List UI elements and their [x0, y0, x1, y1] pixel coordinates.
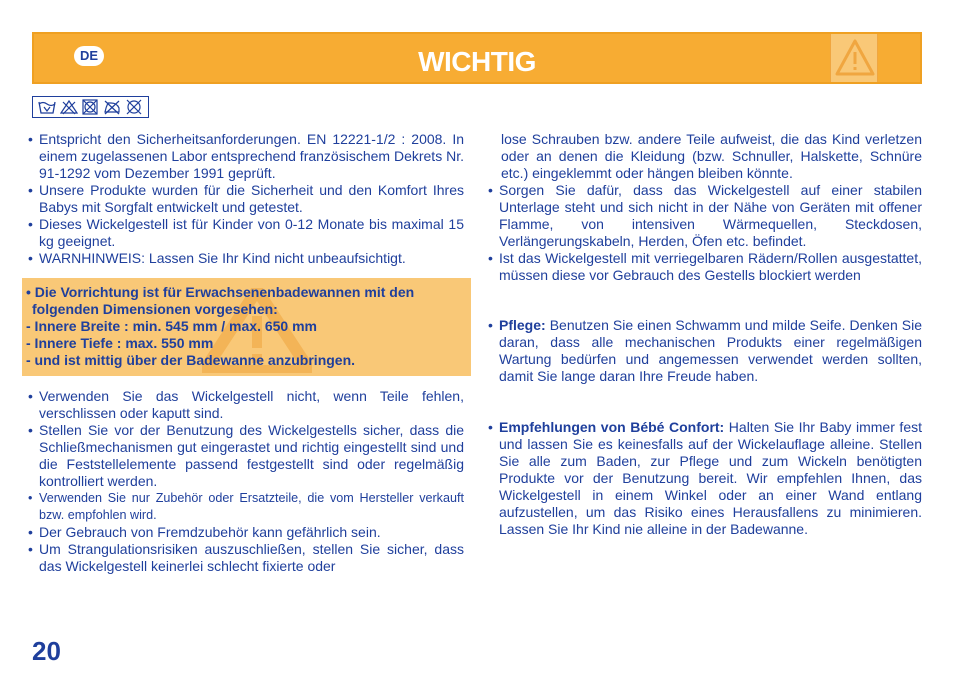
care-text: Benutzen Sie einen Schwamm und milde Seife. Denken Sie daran, dass alle mechanischen Produkts einer regelmäßigen Wartung bedürfen und angemessen verwendet werden sollten, damit Sie lange daran Ihre Freude haben.	[499, 317, 923, 384]
recommendations-paragraph	[488, 419, 922, 538]
list-item: • WARNHINWEIS: Lassen Sie Ihr Kind nicht unbeaufsichtigt.	[28, 250, 464, 267]
header-bar	[32, 32, 922, 84]
list-item: • Stellen Sie vor der Benutzung des Wickelgestells sicher, dass die Schließmechanismen gut eingerastet und richtig eingestellt sind und die Feststellelemente passend festgestellt sind oder regelmäßig kontrolliert werden.	[28, 422, 464, 490]
no-tumble-dry-icon	[81, 99, 99, 115]
list-item: • Sorgen Sie dafür, dass das Wickelgestell auf einer stabilen Unterlage steht und sich nicht in der Nähe von Geräten mit offener Flamme, von intensiven Wärmequellen, Steckdosen, Verlängerungskabeln, Herden, Öfen etc. befindet.	[488, 182, 922, 250]
notice-line: - und ist mittig über der Badewanne anzubringen.	[26, 352, 356, 368]
recommendations-text: Halten Sie Ihr Baby immer fest und lassen Sie es keinesfalls auf der Wickelauflage alleine. Stellen Sie alle zum Baden, zur Pflege und zum Wickeln benötigten Produkte vor der Benutzung bereit. Wir empfehlen Ihnen, das Wickelgestell in einem Winkel oder an einer Wand entlang aufzustellen, um das Risiko eines Herausfallens zu minimieren. Lassen Sie Ihr Kind nie alleine in der Badewanne.	[499, 419, 922, 537]
notice-line: - Innere Breite : min. 545 mm / max. 650 mm	[26, 318, 318, 334]
warning-box	[830, 34, 878, 82]
bathtub-dimensions-notice	[22, 278, 471, 376]
notice-line: - Innere Tiefe : max. 550 mm	[26, 335, 214, 351]
care-label: Pflege:	[499, 317, 546, 333]
recommendations-label: Empfehlungen von Bébé Confort:	[499, 419, 725, 435]
list-item: • Ist das Wickelgestell mit verriegelbaren Rädern/Rollen ausgestattet, müssen diese vor Gebrauch des Gestells blockiert werden	[488, 250, 922, 284]
notice-line: folgenden Dimensionen vorgesehen:	[32, 301, 278, 317]
language-badge: DE	[74, 46, 104, 66]
list-item: • Unsere Produkte wurden für die Sicherheit und den Komfort Ihres Babys mit Sorgfalt entwickelt und getestet.	[28, 182, 464, 216]
care-symbols	[32, 96, 149, 118]
notice-line: • Die Vorrichtung ist für Erwachsenenbadewannen mit den	[26, 284, 415, 300]
care-paragraph	[488, 317, 922, 385]
no-dry-clean-icon	[125, 99, 143, 115]
list-item: • Entspricht den Sicherheitsanforderungen. EN 12221-1/2 : 2008. In einem zugelassenen Labor entsprechend französischem Dekrets Nr. 91-1292 vom Dezember 1991 geprüft.	[28, 131, 464, 182]
list-item: • Verwenden Sie das Wickelgestell nicht, wenn Teile fehlen, verschlissen oder kaputt sind.	[28, 388, 464, 422]
list-item: • Der Gebrauch von Fremdzubehör kann gefährlich sein.	[28, 524, 464, 541]
wash-30-icon	[38, 99, 56, 115]
right-column	[488, 131, 922, 538]
warning-triangle-icon	[831, 34, 879, 82]
list-item: • Dieses Wickelgestell ist für Kinder von 0-12 Monate bis maximal 15 kg geeignet.	[28, 216, 464, 250]
list-item: • Verwenden Sie nur Zubehör oder Ersatzteile, die vom Hersteller verkauft bzw. empfohlen wird.	[28, 490, 464, 524]
no-iron-icon	[103, 99, 121, 115]
list-item: • Um Strangulationsrisiken auszuschließen, stellen Sie sicher, dass das Wickelgestell keinerlei schlecht fixierte oder	[28, 541, 464, 575]
page-number: 20	[32, 636, 61, 666]
no-bleach-icon	[60, 99, 78, 115]
continued-paragraph: lose Schrauben bzw. andere Teile aufweist, die das Kind verletzen oder an denen die Kleidung (bzw. Schnuller, Halskette, Schnüre etc.) eingeklemmt oder hängen bleiben könnte.	[501, 131, 922, 181]
page-title: WICHTIG	[418, 46, 536, 77]
left-column	[28, 131, 464, 575]
